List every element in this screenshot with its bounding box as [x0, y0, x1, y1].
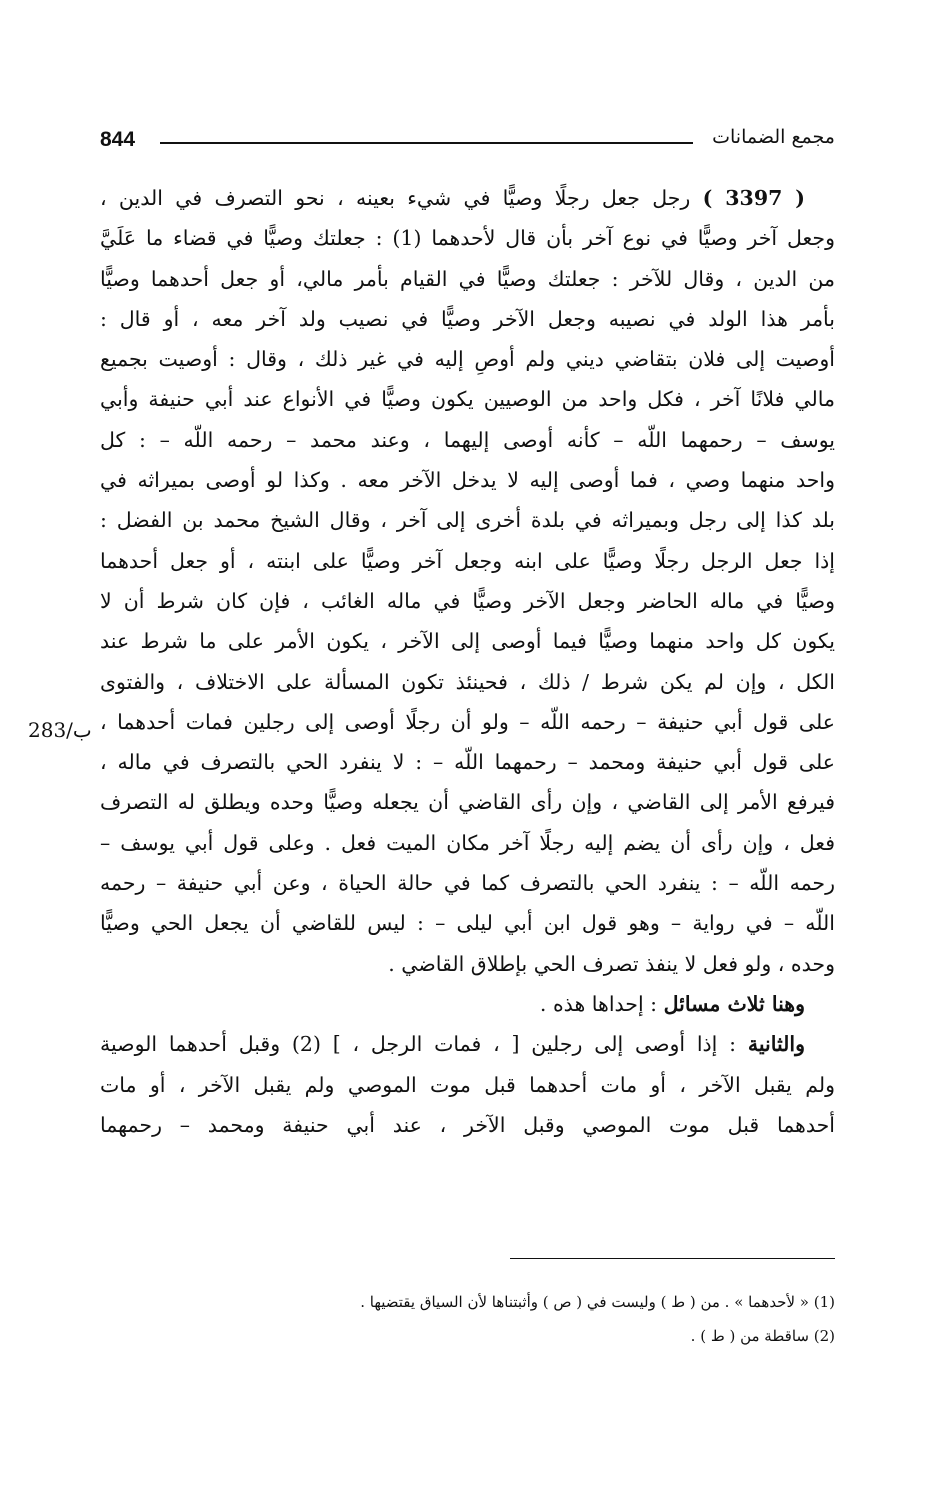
section-heading: والثانية — [747, 1032, 805, 1057]
text-line: ( 3397 ) رجل جعل رجلًا وصيًّا في شيء بعينه ، نحو التصرف في الدين ، — [100, 186, 805, 210]
section-heading: وهنا ثلاث مسائل — [663, 991, 805, 1016]
text-line: اللّه – في رواية – وهو قول ابن أبي ليلى – : ليس للقاضي أن يجعل الحي وصيًّا — [100, 911, 835, 936]
text-line: أوصيت إلى فلان بتقاضي ديني ولم أوصِ إليه في غير ذلك ، وقال : أوصيت بجميع — [100, 347, 835, 372]
text-line: بلد كذا إلى رجل وبميراثه في بلدة أخرى إلى آخر ، وقال الشيخ محمد بن الفضل : — [100, 508, 835, 533]
text-line: يوسف – رحمهما اللّه – كأنه أوصى إليهما ، وعند محمد – رحمه اللّه – : كل — [100, 427, 835, 452]
header-rule — [160, 142, 693, 144]
text-line: على قول أبي حنيفة ومحمد – رحمهما اللّه – : لا ينفرد الحي بالتصرف في ماله ، — [100, 750, 835, 775]
text-line: وصيًّا في ماله الحاضر وجعل الآخر وصيًّا في ماله الغائب ، فإن كان شرط أن لا — [100, 588, 835, 613]
running-header — [100, 128, 835, 162]
footnote-1: (1) « لأحدهما » . من ( ط ) وليست في ( ص ) وأثبتناها لأن السياق يقتضيها . — [360, 1293, 835, 1311]
text-line: فعل ، وإن رأى أن يضم إليه رجلًا آخر مكان الميت فعل . وعلى قول أبي يوسف – — [100, 830, 835, 855]
folio-margin-note: 283/ب — [28, 718, 92, 742]
entry-number: ( 3397 ) — [702, 186, 805, 210]
footnotes — [100, 1285, 835, 1353]
text-line: أحدهما قبل موت الموصي وقبل الآخر ، عند أبي حنيفة ومحمد – رحمهما — [100, 1112, 835, 1137]
text-line: واحد منهما وصي ، فما أوصى إليه لا يدخل الآخر معه . وكذا لو أوصى بميراثه في — [100, 468, 835, 493]
text-line: من الدين ، وقال للآخر : جعلتك وصيًّا في القيام بأمر مالي، أو جعل أحدهما وصيًّا — [100, 266, 835, 291]
text-line: وحده ، ولو فعل لا ينفذ تصرف الحي بإطلاق القاضي . — [388, 951, 835, 976]
text-line: رحمه اللّه – : ينفرد الحي بالتصرف كما في حالة الحياة ، وعن أبي حنيفة – رحمه — [100, 871, 835, 896]
page-number: 844 — [100, 128, 136, 151]
text-line: فيرفع الأمر إلى القاضي ، وإن رأى القاضي أن يجعله وصيًّا وحده ويطلق له التصرف — [100, 790, 835, 815]
text-line: والثانية : إذا أوصى إلى رجلين [ ، فمات الرجل ، ] (2) وقبل أحدهما الوصية — [100, 1032, 805, 1057]
text-line: بأمر هذا الولد في نصيبه وجعل الآخر وصيًّا في نصيب ولد آخر معه ، أو قال : — [100, 306, 835, 331]
text-line: إذا جعل الرجل رجلًا وصيًّا على ابنه وجعل آخر وصيًّا على ابنته ، أو جعل أحدهما — [100, 548, 835, 573]
book-title: مجمع الضمانات — [712, 126, 835, 148]
main-text — [100, 178, 835, 1145]
text-line: وهنا ثلاث مسائل : إحداها هذه . — [539, 991, 805, 1016]
text-line: يكون كل واحد منهما وصيًّا فيما أوصى إلى الآخر ، يكون الأمر على ما شرط عند — [100, 629, 835, 654]
text-line: على قول أبي حنيفة – رحمه اللّه – ولو أن رجلًا أوصى إلى رجلين فمات أحدهما ، — [100, 709, 835, 734]
footnote-2: (2) ساقطة من ( ط ) . — [690, 1327, 835, 1345]
text-line: وجعل آخر وصيًّا في نوع آخر بأن قال لأحدهما (1) : جعلتك وصيًّا في قضاء ما عَلَيَّ — [100, 226, 835, 251]
text-line: مالي فلانًا آخر ، فكل واحد من الوصيين يكون وصيًّا في الأنواع عند أبي حنيفة وأبي — [100, 387, 835, 412]
footnote-rule — [510, 1258, 835, 1259]
text-line: ولم يقبل الآخر ، أو مات أحدهما قبل موت الموصي ولم يقبل الآخر ، أو مات — [100, 1072, 835, 1097]
text-line: الكل ، وإن لم يكن شرط / ذلك ، فحينئذ تكون المسألة على الاختلاف ، والفتوى — [100, 669, 835, 694]
